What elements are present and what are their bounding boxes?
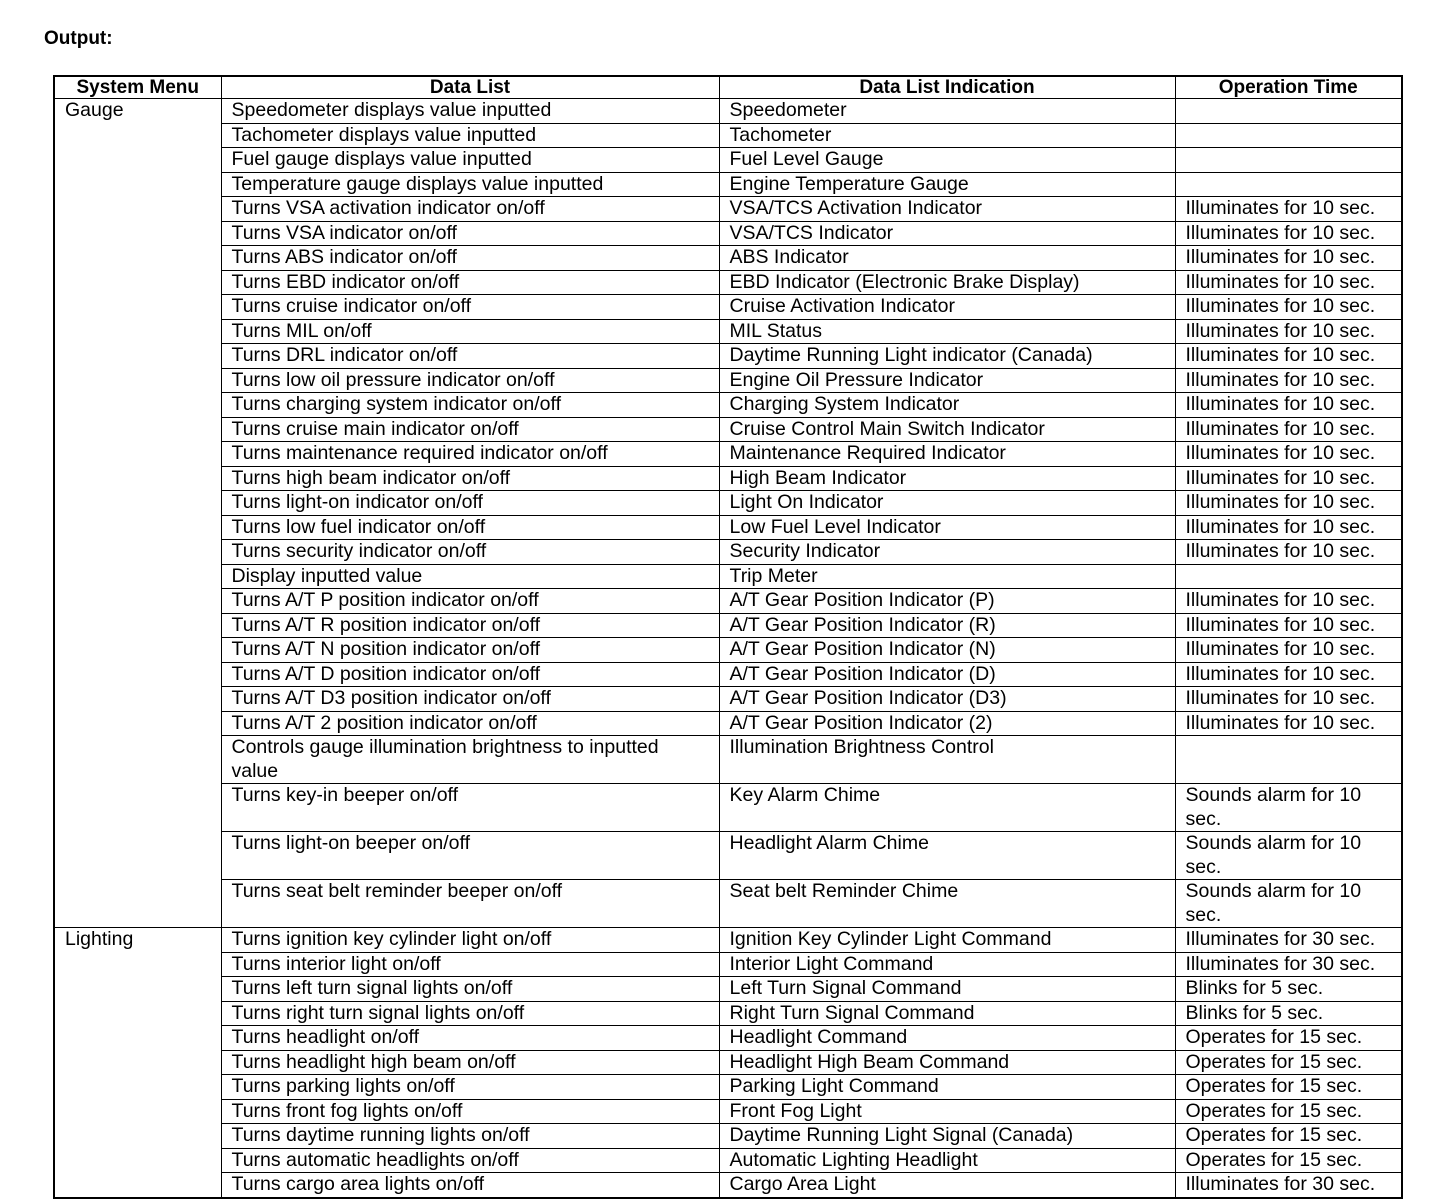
operation-time-cell: Illuminates for 10 sec.: [1175, 246, 1402, 271]
operation-time-cell: Illuminates for 10 sec.: [1175, 466, 1402, 491]
table-row: [54, 711, 1402, 736]
data-list-indication-cell: Right Turn Signal Command: [719, 1001, 1175, 1026]
table-row: [54, 319, 1402, 344]
data-list-cell: Turns A/T R position indicator on/off: [221, 613, 719, 638]
data-list-cell: Turns ABS indicator on/off: [221, 246, 719, 271]
data-list-cell: Turns headlight high beam on/off: [221, 1050, 719, 1075]
data-list-indication-cell: Light On Indicator: [719, 491, 1175, 516]
data-list-indication-cell: Ignition Key Cylinder Light Command: [719, 928, 1175, 953]
operation-time-cell: Blinks for 5 sec.: [1175, 1001, 1402, 1026]
table-row: [54, 638, 1402, 663]
data-list-cell: Turns light-on beeper on/off: [221, 832, 719, 880]
data-list-cell: Turns cargo area lights on/off: [221, 1173, 719, 1198]
table-row: [54, 952, 1402, 977]
operation-time-cell: Illuminates for 10 sec.: [1175, 393, 1402, 418]
table-row: [54, 1148, 1402, 1173]
data-list-indication-cell: Headlight Alarm Chime: [719, 832, 1175, 880]
table-body: [54, 99, 1402, 1198]
table-row: [54, 832, 1402, 880]
data-list-cell: Turns A/T P position indicator on/off: [221, 589, 719, 614]
data-list-indication-cell: Security Indicator: [719, 540, 1175, 565]
operation-time-cell: Operates for 15 sec.: [1175, 1124, 1402, 1149]
data-list-cell: Turns low oil pressure indicator on/off: [221, 368, 719, 393]
data-list-indication-cell: Trip Meter: [719, 564, 1175, 589]
operation-time-cell: Illuminates for 10 sec.: [1175, 662, 1402, 687]
operation-time-cell: Illuminates for 10 sec.: [1175, 344, 1402, 369]
operation-time-cell: Illuminates for 10 sec.: [1175, 638, 1402, 663]
operation-time-cell: [1175, 99, 1402, 124]
header-row: [54, 76, 1402, 99]
operation-time-cell: [1175, 148, 1402, 173]
data-list-indication-cell: Interior Light Command: [719, 952, 1175, 977]
table-row: [54, 246, 1402, 271]
table-row: [54, 1050, 1402, 1075]
operation-time-cell: Illuminates for 10 sec.: [1175, 515, 1402, 540]
table-row: [54, 270, 1402, 295]
data-list-cell: Turns seat belt reminder beeper on/off: [221, 880, 719, 928]
data-list-cell: Turns EBD indicator on/off: [221, 270, 719, 295]
data-list-cell: Turns right turn signal lights on/off: [221, 1001, 719, 1026]
operation-time-cell: Sounds alarm for 10 sec.: [1175, 832, 1402, 880]
data-list-cell: Turns high beam indicator on/off: [221, 466, 719, 491]
data-list-indication-cell: MIL Status: [719, 319, 1175, 344]
operation-time-cell: Operates for 15 sec.: [1175, 1075, 1402, 1100]
system-menu-cell: Lighting: [54, 928, 221, 1198]
operation-time-cell: Illuminates for 10 sec.: [1175, 295, 1402, 320]
table-row: [54, 148, 1402, 173]
data-list-indication-cell: Seat belt Reminder Chime: [719, 880, 1175, 928]
table-row: [54, 880, 1402, 928]
operation-time-cell: Illuminates for 10 sec.: [1175, 221, 1402, 246]
table-row: [54, 928, 1402, 953]
data-list-indication-cell: Front Fog Light: [719, 1099, 1175, 1124]
data-list-indication-cell: A/T Gear Position Indicator (P): [719, 589, 1175, 614]
data-list-cell: Turns low fuel indicator on/off: [221, 515, 719, 540]
table-row: [54, 1001, 1402, 1026]
table-row: [54, 295, 1402, 320]
data-list-indication-cell: Headlight Command: [719, 1026, 1175, 1051]
operation-time-cell: Illuminates for 10 sec.: [1175, 491, 1402, 516]
data-list-indication-cell: Left Turn Signal Command: [719, 977, 1175, 1002]
operation-time-cell: Illuminates for 10 sec.: [1175, 319, 1402, 344]
table-row: [54, 687, 1402, 712]
operation-time-cell: Illuminates for 10 sec.: [1175, 687, 1402, 712]
data-list-indication-cell: Charging System Indicator: [719, 393, 1175, 418]
output-table: [53, 75, 1403, 1199]
data-list-indication-cell: EBD Indicator (Electronic Brake Display): [719, 270, 1175, 295]
data-list-indication-cell: A/T Gear Position Indicator (D3): [719, 687, 1175, 712]
data-list-cell: Turns cruise main indicator on/off: [221, 417, 719, 442]
data-list-cell: Turns A/T D3 position indicator on/off: [221, 687, 719, 712]
data-list-cell: Turns cruise indicator on/off: [221, 295, 719, 320]
data-list-indication-cell: Illumination Brightness Control: [719, 736, 1175, 784]
data-list-indication-cell: VSA/TCS Indicator: [719, 221, 1175, 246]
operation-time-cell: Operates for 15 sec.: [1175, 1050, 1402, 1075]
table-row: [54, 344, 1402, 369]
data-list-cell: Turns automatic headlights on/off: [221, 1148, 719, 1173]
data-list-indication-cell: Engine Temperature Gauge: [719, 172, 1175, 197]
operation-time-cell: Illuminates for 10 sec.: [1175, 589, 1402, 614]
data-list-indication-cell: Fuel Level Gauge: [719, 148, 1175, 173]
data-list-indication-cell: Cruise Control Main Switch Indicator: [719, 417, 1175, 442]
data-list-cell: Turns headlight on/off: [221, 1026, 719, 1051]
operation-time-cell: Operates for 15 sec.: [1175, 1099, 1402, 1124]
operation-time-cell: Operates for 15 sec.: [1175, 1148, 1402, 1173]
operation-time-cell: [1175, 123, 1402, 148]
data-list-indication-cell: Parking Light Command: [719, 1075, 1175, 1100]
table-row: [54, 1026, 1402, 1051]
data-list-cell: Turns light-on indicator on/off: [221, 491, 719, 516]
system-menu-cell: Gauge: [54, 99, 221, 928]
table-row: [54, 99, 1402, 124]
operation-time-cell: Illuminates for 10 sec.: [1175, 417, 1402, 442]
data-list-cell: Turns ignition key cylinder light on/off: [221, 928, 719, 953]
table-row: [54, 442, 1402, 467]
table-row: [54, 1124, 1402, 1149]
data-list-indication-cell: Automatic Lighting Headlight: [719, 1148, 1175, 1173]
table-row: [54, 977, 1402, 1002]
data-list-cell: Turns maintenance required indicator on/off: [221, 442, 719, 467]
table-row: [54, 540, 1402, 565]
data-list-cell: Turns left turn signal lights on/off: [221, 977, 719, 1002]
data-list-cell: Turns A/T D position indicator on/off: [221, 662, 719, 687]
table-row: [54, 589, 1402, 614]
operation-time-cell: Illuminates for 30 sec.: [1175, 1173, 1402, 1198]
data-list-cell: Turns daytime running lights on/off: [221, 1124, 719, 1149]
operation-time-cell: Sounds alarm for 10 sec.: [1175, 880, 1402, 928]
data-list-cell: Turns parking lights on/off: [221, 1075, 719, 1100]
operation-time-cell: [1175, 736, 1402, 784]
data-list-cell: Display inputted value: [221, 564, 719, 589]
data-list-indication-cell: Daytime Running Light Signal (Canada): [719, 1124, 1175, 1149]
operation-time-cell: [1175, 172, 1402, 197]
table-row: [54, 1075, 1402, 1100]
table-row: [54, 197, 1402, 222]
data-list-cell: Turns VSA activation indicator on/off: [221, 197, 719, 222]
data-list-indication-cell: VSA/TCS Activation Indicator: [719, 197, 1175, 222]
table-row: [54, 613, 1402, 638]
data-list-cell: Turns DRL indicator on/off: [221, 344, 719, 369]
table-row: [54, 123, 1402, 148]
operation-time-cell: Illuminates for 10 sec.: [1175, 613, 1402, 638]
data-list-cell: Controls gauge illumination brightness to inputted value: [221, 736, 719, 784]
operation-time-cell: Operates for 15 sec.: [1175, 1026, 1402, 1051]
data-list-cell: Temperature gauge displays value inputted: [221, 172, 719, 197]
operation-time-cell: [1175, 564, 1402, 589]
table-row: [54, 491, 1402, 516]
data-list-cell: Turns A/T 2 position indicator on/off: [221, 711, 719, 736]
operation-time-cell: Illuminates for 10 sec.: [1175, 197, 1402, 222]
data-list-indication-cell: A/T Gear Position Indicator (R): [719, 613, 1175, 638]
column-header-system-menu: System Menu: [54, 76, 221, 99]
data-list-indication-cell: Daytime Running Light indicator (Canada): [719, 344, 1175, 369]
table-row: [54, 393, 1402, 418]
data-list-indication-cell: Low Fuel Level Indicator: [719, 515, 1175, 540]
data-list-indication-cell: Engine Oil Pressure Indicator: [719, 368, 1175, 393]
data-list-indication-cell: High Beam Indicator: [719, 466, 1175, 491]
data-list-indication-cell: Speedometer: [719, 99, 1175, 124]
data-list-cell: Turns front fog lights on/off: [221, 1099, 719, 1124]
data-list-cell: Turns VSA indicator on/off: [221, 221, 719, 246]
data-list-indication-cell: Key Alarm Chime: [719, 784, 1175, 832]
data-list-cell: Speedometer displays value inputted: [221, 99, 719, 124]
data-list-indication-cell: A/T Gear Position Indicator (D): [719, 662, 1175, 687]
operation-time-cell: Illuminates for 10 sec.: [1175, 540, 1402, 565]
column-header-data-list: Data List: [221, 76, 719, 99]
data-list-cell: Turns A/T N position indicator on/off: [221, 638, 719, 663]
column-header-operation-time: Operation Time: [1175, 76, 1402, 99]
table-row: [54, 784, 1402, 832]
operation-time-cell: Illuminates for 10 sec.: [1175, 442, 1402, 467]
data-list-indication-cell: A/T Gear Position Indicator (N): [719, 638, 1175, 663]
data-list-cell: Tachometer displays value inputted: [221, 123, 719, 148]
operation-time-cell: Blinks for 5 sec.: [1175, 977, 1402, 1002]
data-list-indication-cell: Headlight High Beam Command: [719, 1050, 1175, 1075]
operation-time-cell: Sounds alarm for 10 sec.: [1175, 784, 1402, 832]
data-list-cell: Turns key-in beeper on/off: [221, 784, 719, 832]
table-row: [54, 417, 1402, 442]
data-list-cell: Fuel gauge displays value inputted: [221, 148, 719, 173]
data-list-cell: Turns interior light on/off: [221, 952, 719, 977]
table-row: [54, 662, 1402, 687]
table-row: [54, 1173, 1402, 1198]
data-list-indication-cell: ABS Indicator: [719, 246, 1175, 271]
data-list-indication-cell: Cargo Area Light: [719, 1173, 1175, 1198]
table-row: [54, 466, 1402, 491]
operation-time-cell: Illuminates for 10 sec.: [1175, 368, 1402, 393]
data-list-indication-cell: Cruise Activation Indicator: [719, 295, 1175, 320]
table-row: [54, 564, 1402, 589]
data-list-indication-cell: Maintenance Required Indicator: [719, 442, 1175, 467]
output-heading: Output:: [44, 28, 113, 49]
data-list-cell: Turns charging system indicator on/off: [221, 393, 719, 418]
table-row: [54, 221, 1402, 246]
data-list-cell: Turns security indicator on/off: [221, 540, 719, 565]
table-row: [54, 736, 1402, 784]
operation-time-cell: Illuminates for 10 sec.: [1175, 270, 1402, 295]
operation-time-cell: Illuminates for 30 sec.: [1175, 952, 1402, 977]
operation-time-cell: Illuminates for 10 sec.: [1175, 711, 1402, 736]
operation-time-cell: Illuminates for 30 sec.: [1175, 928, 1402, 953]
column-header-data-list-indication: Data List Indication: [719, 76, 1175, 99]
table-row: [54, 172, 1402, 197]
data-list-indication-cell: Tachometer: [719, 123, 1175, 148]
table-row: [54, 368, 1402, 393]
table-row: [54, 1099, 1402, 1124]
data-list-indication-cell: A/T Gear Position Indicator (2): [719, 711, 1175, 736]
table-row: [54, 515, 1402, 540]
data-list-cell: Turns MIL on/off: [221, 319, 719, 344]
